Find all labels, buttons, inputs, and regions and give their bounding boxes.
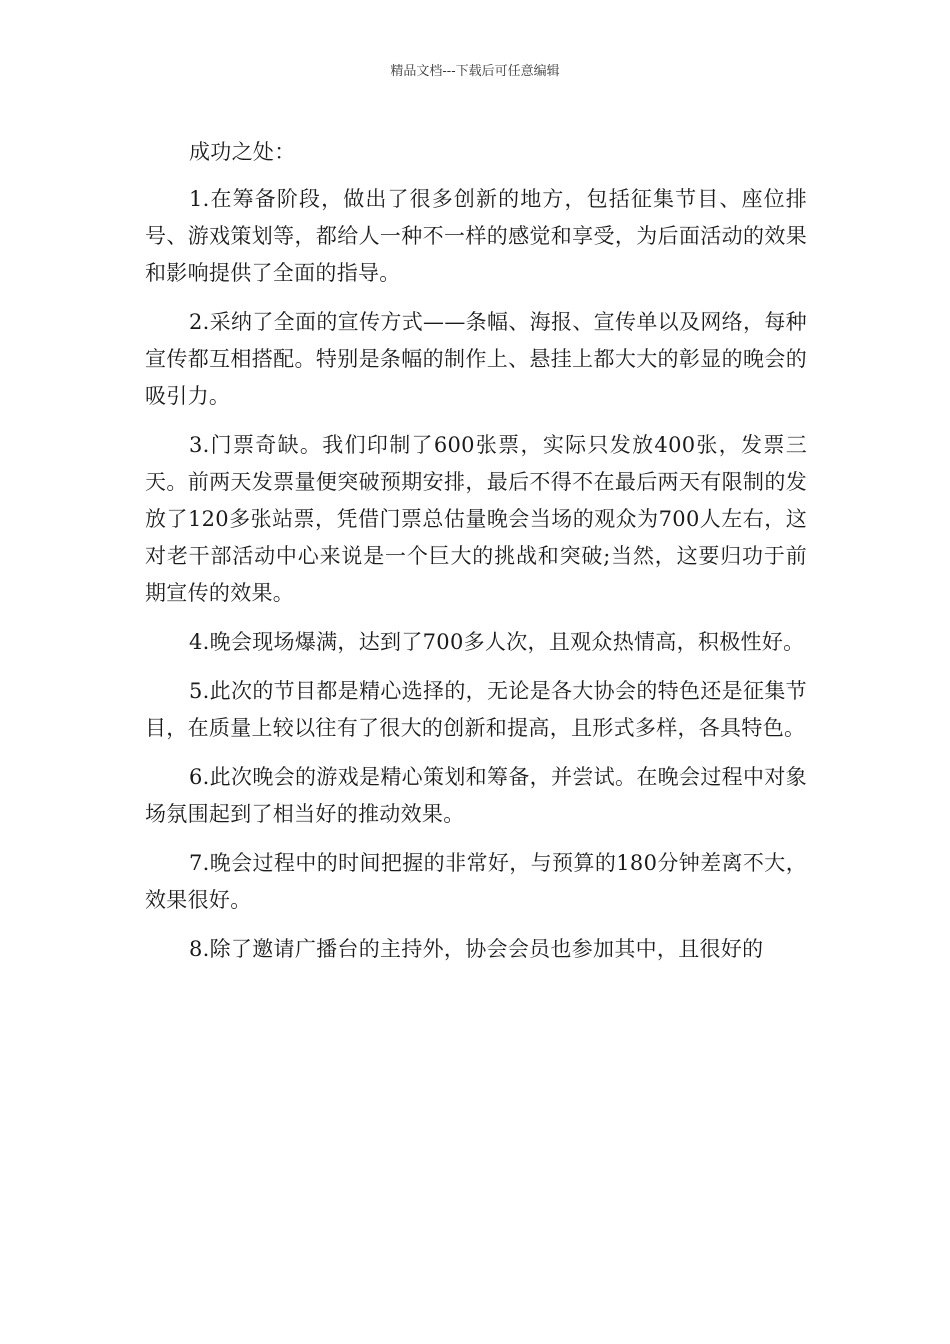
paragraph-2: 2.采纳了全面的宣传方式——条幅、海报、宣传单以及网络，每种宣传都互相搭配。特别是条幅的制作上、悬挂上都大大的彰显的晚会的吸引力。 bbox=[145, 310, 807, 408]
paragraph-4: 4.晚会现场爆满，达到了700多人次，且观众热情高，积极性好。 bbox=[189, 630, 805, 654]
paragraph-7: 7.晚会过程中的时间把握的非常好，与预算的180分钟差离不大，效果很好。 bbox=[145, 851, 807, 912]
section-heading: 成功之处： bbox=[189, 140, 296, 164]
paragraph-5: 5.此次的节目都是精心选择的，无论是各大协会的特色还是征集节目，在质量上较以往有了很大的创新和提高，且形式多样，各具特色。 bbox=[145, 679, 807, 740]
paragraph-8: 8.除了邀请广播台的主持外，协会会员也参加其中，且很好的 bbox=[189, 937, 764, 961]
paragraph-3: 3.门票奇缺。我们印制了600张票，实际只发放400张，发票三天。前两天发票量便突破预期安排，最后不得不在最后两天有限制的发放了120多张站票，凭借门票总估量晚会当场的观众为700人左右，这对老干部活动中心来说是一个巨大的挑战和突破;当然，这要归功于前期宣传的效果。 bbox=[145, 433, 807, 605]
page-header: 精品文档---下载后可任意编辑 bbox=[390, 64, 560, 79]
paragraph-6: 6.此次晚会的游戏是精心策划和筹备，并尝试。在晚会过程中对象场氛围起到了相当好的推动效果。 bbox=[145, 765, 807, 826]
document-body bbox=[145, 134, 807, 980]
paragraph-1: 1.在筹备阶段，做出了很多创新的地方，包括征集节目、座位排号、游戏策划等，都给人一种不一样的感觉和享受，为后面活动的效果和影响提供了全面的指导。 bbox=[145, 187, 807, 285]
